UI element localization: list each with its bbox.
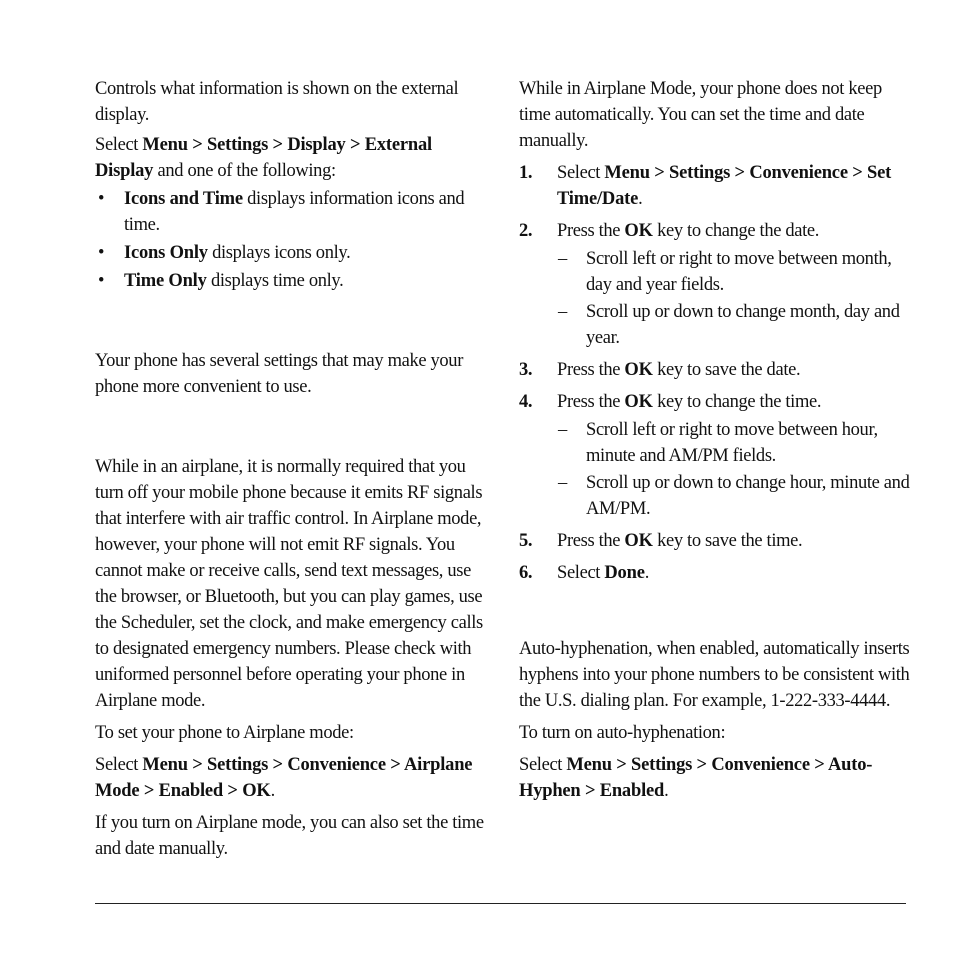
dash-icon: – [558, 473, 567, 493]
step-item: 5. Press the OK key to save the time. [519, 531, 803, 551]
section-gap [95, 294, 485, 348]
menu-path: Menu > Settings > Convenience > Airplane Mode > Enabled > OK [95, 755, 473, 801]
sub-item: – Scroll left or right to move between hour, minute and AM/PM fields. [557, 417, 911, 469]
step-item: 3. Press the OK key to save the date. [519, 360, 801, 380]
menu-path: Menu > Settings > Convenience > Auto-Hyphen > Enabled [519, 755, 873, 801]
auto-hyphen-paragraph: Auto-hyphenation, when enabled, automatically inserts hyphens into your phone numbers to be consistent with the U.S. dialing plan. For example, 1-222-333-4444. [519, 639, 910, 711]
footer-rule [95, 903, 906, 904]
list-item: • Icons and Time displays information icons and time. [95, 186, 485, 238]
set-time-intro: While in Airplane Mode, your phone does not keep time automatically. You can set the time and date manually. [519, 79, 882, 151]
sub-item: – Scroll up or down to change hour, minute and AM/PM. [557, 470, 911, 522]
bullet-icon: • [98, 271, 105, 291]
step-item: 1. Select Menu > Settings > Convenience > Set Time/Date. [519, 163, 892, 209]
external-display-intro: Controls what information is shown on the external display. [95, 79, 459, 125]
step-item: 4. Press the OK key to change the time. – Scroll left or right to move between hour, minute and AM/PM fields. – Scroll up or down to change hour, minute and AM/PM. [519, 389, 911, 522]
airplane-note: If you turn on Airplane mode, you can also set the time and date manually. [95, 813, 484, 859]
list-item: • Time Only displays time only. [95, 268, 485, 294]
dash-icon: – [558, 302, 567, 322]
display-options-list [95, 186, 485, 294]
sub-item: – Scroll left or right to move between month, day and year fields. [557, 246, 911, 298]
section-gap [95, 400, 485, 454]
bullet-icon: • [98, 189, 105, 209]
bullet-icon: • [98, 243, 105, 263]
airplane-instruction: To set your phone to Airplane mode: [95, 723, 354, 743]
left-column [95, 76, 485, 862]
convenience-intro: Your phone has several settings that may make your phone more convenient to use. [95, 351, 464, 397]
section-gap [519, 586, 911, 636]
sub-list [557, 417, 911, 522]
sub-list [557, 246, 911, 351]
dash-icon: – [558, 420, 567, 440]
right-column [519, 76, 911, 804]
sub-item: – Scroll up or down to change month, day and year. [557, 299, 911, 351]
external-display-select-line: Select Menu > Settings > Display > External Display and one of the following: [95, 135, 432, 181]
set-time-steps [519, 160, 911, 586]
airplane-mode-paragraph: While in an airplane, it is normally required that you turn off your mobile phone because it emits RF signals that interfere with air traffic control. In Airplane mode, however, your phone will not emit RF signals. You cannot make or receive calls, send text messages, use the browser, or Bluetooth, but you can play games, use the Scheduler, set the clock, and make emergency calls to designated emergency numbers. Please check with uniformed personnel before operating your phone in Airplane mode. [95, 457, 483, 711]
airplane-select-line: Select Menu > Settings > Convenience > Airplane Mode > Enabled > OK. [95, 755, 473, 801]
list-item: • Icons Only displays icons only. [95, 240, 485, 266]
dash-icon: – [558, 249, 567, 269]
step-item: 2. Press the OK key to change the date. – Scroll left or right to move between month, day and year fields. – Scroll up or down to change month, day and year. [519, 218, 911, 351]
auto-hyphen-instruction: To turn on auto-hyphenation: [519, 723, 726, 743]
auto-hyphen-select-line: Select Menu > Settings > Convenience > Auto-Hyphen > Enabled. [519, 755, 873, 801]
step-item: 6. Select Done. [519, 563, 649, 583]
menu-path: Menu > Settings > Display > External Display [95, 135, 432, 181]
